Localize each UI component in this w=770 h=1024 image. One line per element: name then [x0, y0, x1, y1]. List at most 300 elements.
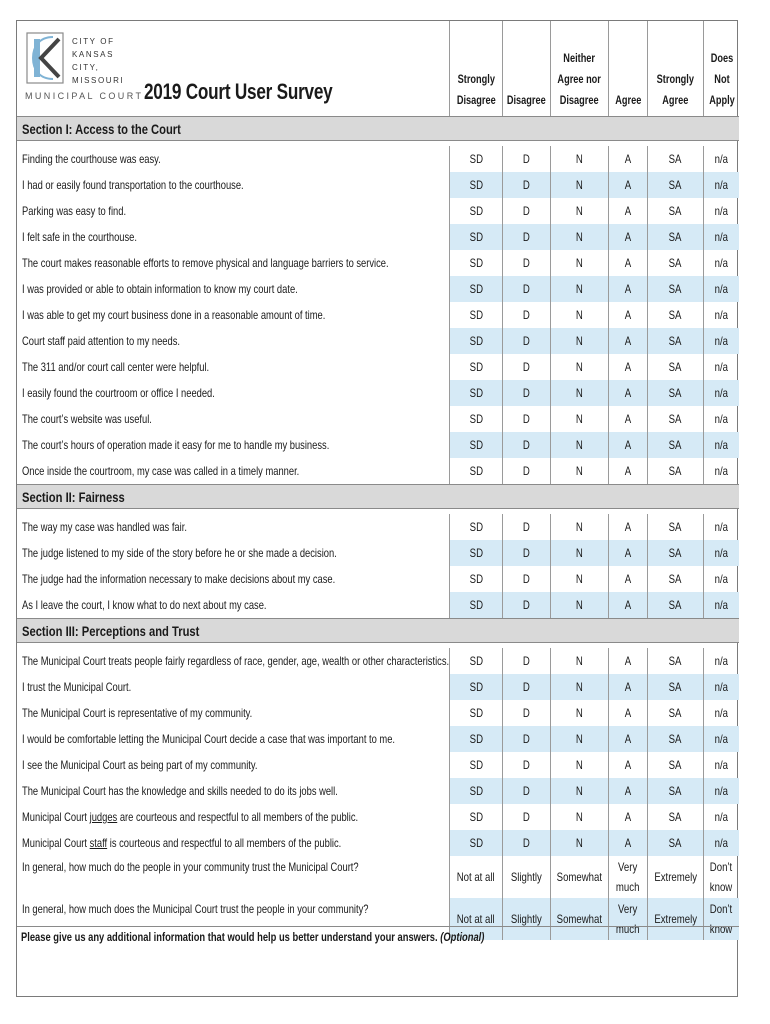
rating-option-agree[interactable] [608, 726, 647, 752]
col-agree: Agree [608, 21, 647, 116]
rating-option-label: SA [669, 282, 682, 296]
question-text: The 311 and/or court call center were helpful. [22, 360, 210, 374]
rating-option-strongly-agree[interactable] [647, 566, 703, 592]
rating-option-agree[interactable] [608, 778, 647, 804]
rating-option-label: D [523, 230, 530, 244]
survey-question-row [17, 648, 739, 674]
rating-option-label: A [624, 438, 632, 452]
rating-option-strongly-disagree[interactable] [449, 354, 502, 380]
rating-option-strongly-disagree[interactable] [449, 700, 502, 726]
rating-option-strongly-agree[interactable] [647, 804, 703, 830]
survey-question-row [17, 700, 739, 726]
rating-options [449, 250, 739, 276]
rating-option-label: SD [469, 204, 483, 218]
rating-option-agree[interactable] [608, 432, 647, 458]
rating-option-label: D [523, 464, 530, 478]
rating-option-label: D [523, 784, 530, 798]
additional-info-text: Please give us any additional information that would help us better understand your answers. [21, 930, 438, 944]
rating-option-does-not-apply[interactable] [703, 898, 739, 940]
rating-option-neither[interactable] [550, 566, 608, 592]
question-text: The court’s hours of operation made it easy for me to handle my business. [22, 438, 330, 452]
rating-option-label: n/a [714, 282, 729, 296]
rating-option-disagree[interactable] [502, 354, 550, 380]
rating-options [449, 514, 739, 540]
rating-option-does-not-apply[interactable] [703, 752, 739, 778]
survey-page [16, 20, 738, 997]
rating-option-label: SD [469, 152, 483, 166]
rating-option-strongly-agree[interactable] [647, 830, 703, 856]
rating-option-label: N [576, 836, 583, 850]
rating-option-label: D [523, 256, 530, 270]
rating-option-strongly-agree[interactable] [647, 250, 703, 276]
rating-option-does-not-apply[interactable] [703, 250, 739, 276]
rating-options [449, 224, 739, 250]
survey-question-row [17, 592, 739, 618]
rating-option-strongly-agree[interactable] [647, 540, 703, 566]
rating-option-neither[interactable] [550, 778, 608, 804]
rating-option-label: SD [469, 464, 483, 478]
rating-option-neither[interactable] [550, 592, 608, 618]
rating-option-strongly-agree[interactable] [647, 224, 703, 250]
rating-option-strongly-agree[interactable] [647, 592, 703, 618]
rating-option-label: A [624, 810, 632, 824]
rating-option-strongly-disagree[interactable] [449, 198, 502, 224]
rating-option-label: SD [469, 598, 483, 612]
survey-question-row [17, 224, 739, 250]
rating-option-disagree[interactable] [502, 648, 550, 674]
rating-option-label: SD [469, 520, 483, 534]
rating-option-label: D [523, 810, 530, 824]
question-text-part: is courteous and respectful to all members of the public. [107, 836, 342, 850]
rating-option-neither[interactable] [550, 830, 608, 856]
rating-options [449, 458, 739, 484]
rating-option-strongly-agree[interactable] [647, 276, 703, 302]
rating-option-label: n/a [714, 784, 729, 798]
rating-option-label: A [624, 598, 632, 612]
rating-option-neither[interactable] [550, 380, 608, 406]
rating-option-label: SA [669, 520, 682, 534]
rating-option-strongly-disagree[interactable] [449, 856, 502, 898]
rating-option-label: D [523, 282, 530, 296]
rating-option-strongly-agree[interactable] [647, 406, 703, 432]
rating-option-strongly-agree[interactable] [647, 752, 703, 778]
rating-option-label: n/a [714, 520, 729, 534]
rating-option-does-not-apply[interactable] [703, 354, 739, 380]
rating-option-strongly-disagree[interactable] [449, 804, 502, 830]
rating-option-strongly-disagree[interactable] [449, 830, 502, 856]
rating-option-disagree[interactable] [502, 592, 550, 618]
rating-option-label: N [576, 464, 583, 478]
survey-question-row [17, 752, 739, 778]
rating-option-strongly-disagree[interactable] [449, 592, 502, 618]
rating-option-label: A [624, 152, 632, 166]
rating-option-label: A [624, 758, 632, 772]
rating-option-strongly-disagree[interactable] [449, 458, 502, 484]
rating-options [449, 830, 739, 856]
rating-option-label: SD [469, 334, 483, 348]
rating-option-label: Don’t know [710, 860, 733, 894]
rating-option-strongly-disagree[interactable] [449, 726, 502, 752]
rating-option-neither[interactable] [550, 432, 608, 458]
survey-question-row [17, 830, 739, 856]
rating-option-agree[interactable] [608, 592, 647, 618]
rating-option-label: N [576, 282, 583, 296]
rating-option-label: SA [669, 438, 682, 452]
rating-option-disagree[interactable] [502, 146, 550, 172]
rating-option-label: n/a [714, 360, 729, 374]
rating-option-neither[interactable] [550, 458, 608, 484]
rating-option-label: SD [469, 178, 483, 192]
rating-option-label: A [624, 360, 632, 374]
additional-info-prompt [21, 930, 484, 944]
rating-option-label: N [576, 412, 583, 426]
court-name: MUNICIPAL COURT [25, 91, 144, 101]
rating-option-does-not-apply[interactable] [703, 514, 739, 540]
question-text: Finding the courthouse was easy. [22, 152, 161, 166]
rating-option-neither[interactable] [550, 804, 608, 830]
rating-option-label: n/a [714, 654, 729, 668]
survey-question-row [17, 328, 739, 354]
rating-option-agree[interactable] [608, 830, 647, 856]
rating-option-label: N [576, 438, 583, 452]
rating-option-strongly-agree[interactable] [647, 198, 703, 224]
rating-option-agree[interactable] [608, 540, 647, 566]
rating-option-agree[interactable] [608, 250, 647, 276]
rating-option-label: SA [669, 334, 682, 348]
rating-option-does-not-apply[interactable] [703, 648, 739, 674]
rating-option-agree[interactable] [608, 302, 647, 328]
rating-option-does-not-apply[interactable] [703, 726, 739, 752]
section-title: Section II: Fairness [22, 489, 125, 505]
rating-option-agree[interactable] [608, 674, 647, 700]
rating-option-neither[interactable] [550, 540, 608, 566]
rating-option-label: SD [469, 758, 483, 772]
rating-option-label: SA [669, 230, 682, 244]
city-line-1: CITY OF [72, 37, 115, 46]
rating-option-label: SD [469, 386, 483, 400]
rating-option-does-not-apply[interactable] [703, 198, 739, 224]
rating-option-disagree[interactable] [502, 674, 550, 700]
rating-option-strongly-disagree[interactable] [449, 172, 502, 198]
rating-option-label: N [576, 784, 583, 798]
rating-options [449, 726, 739, 752]
rating-option-strongly-agree[interactable] [647, 432, 703, 458]
rating-option-agree[interactable] [608, 458, 647, 484]
rating-option-does-not-apply[interactable] [703, 566, 739, 592]
rating-option-strongly-disagree[interactable] [449, 302, 502, 328]
rating-option-strongly-agree[interactable] [647, 146, 703, 172]
rating-option-strongly-agree[interactable] [647, 898, 703, 940]
rating-option-label: A [624, 546, 632, 560]
rating-option-label: N [576, 520, 583, 534]
rating-option-disagree[interactable] [502, 752, 550, 778]
rating-option-neither[interactable] [550, 856, 608, 898]
rating-option-does-not-apply[interactable] [703, 406, 739, 432]
rating-option-disagree[interactable] [502, 406, 550, 432]
rating-option-neither[interactable] [550, 752, 608, 778]
section-title: Section III: Perceptions and Trust [22, 623, 200, 639]
col-strongly-agree: Strongly Agree [647, 21, 703, 116]
rating-option-neither[interactable] [550, 354, 608, 380]
rating-option-strongly-disagree[interactable] [449, 432, 502, 458]
rating-option-strongly-disagree[interactable] [449, 566, 502, 592]
rating-option-label: SD [469, 546, 483, 560]
rating-option-disagree[interactable] [502, 514, 550, 540]
rating-option-label: n/a [714, 178, 729, 192]
rating-option-disagree[interactable] [502, 458, 550, 484]
rating-option-label: N [576, 152, 583, 166]
rating-option-does-not-apply[interactable] [703, 328, 739, 354]
rating-option-label: N [576, 178, 583, 192]
rating-option-strongly-disagree[interactable] [449, 674, 502, 700]
rating-option-label: A [624, 282, 632, 296]
rating-option-neither[interactable] [550, 302, 608, 328]
rating-option-agree[interactable] [608, 380, 647, 406]
question-text: Parking was easy to find. [22, 204, 127, 218]
rating-option-neither[interactable] [550, 198, 608, 224]
question-text: I was provided or able to obtain information to know my court date. [22, 282, 298, 296]
rating-option-strongly-disagree[interactable] [449, 224, 502, 250]
rating-option-label: n/a [714, 152, 729, 166]
rating-option-disagree[interactable] [502, 856, 550, 898]
rating-option-neither[interactable] [550, 276, 608, 302]
rating-option-agree[interactable] [608, 172, 647, 198]
survey-question-row [17, 726, 739, 752]
rating-option-label: SA [669, 572, 682, 586]
rating-option-agree[interactable] [608, 276, 647, 302]
rating-option-does-not-apply[interactable] [703, 856, 739, 898]
rating-options [449, 856, 739, 898]
rating-option-label: N [576, 360, 583, 374]
rating-option-neither[interactable] [550, 250, 608, 276]
rating-option-disagree[interactable] [502, 328, 550, 354]
rating-option-strongly-disagree[interactable] [449, 778, 502, 804]
rating-option-disagree[interactable] [502, 276, 550, 302]
rating-option-strongly-disagree[interactable] [449, 328, 502, 354]
rating-option-label: SD [469, 230, 483, 244]
rating-option-label: SA [669, 836, 682, 850]
rating-option-strongly-agree[interactable] [647, 514, 703, 540]
rating-option-neither[interactable] [550, 898, 608, 940]
rating-option-label: SD [469, 810, 483, 824]
question-text-part: Municipal Court [22, 836, 90, 850]
rating-option-agree[interactable] [608, 856, 647, 898]
rating-option-neither[interactable] [550, 648, 608, 674]
rating-option-disagree[interactable] [502, 172, 550, 198]
rating-options [449, 198, 739, 224]
rating-options [449, 674, 739, 700]
rating-option-agree[interactable] [608, 804, 647, 830]
question-text: I had or easily found transportation to the courthouse. [22, 178, 244, 192]
rating-option-label: Extremely [654, 912, 697, 926]
rating-option-strongly-agree[interactable] [647, 726, 703, 752]
question-text: The Municipal Court is representative of my community. [22, 706, 253, 720]
question-text: The judge listened to my side of the story before he or she made a decision. [22, 546, 337, 560]
rating-option-label: SA [669, 412, 682, 426]
rating-option-label: A [624, 654, 632, 668]
rating-options [449, 540, 739, 566]
rating-option-does-not-apply[interactable] [703, 458, 739, 484]
rating-option-disagree[interactable] [502, 778, 550, 804]
rating-option-strongly-agree[interactable] [647, 172, 703, 198]
survey-question-row [17, 354, 739, 380]
rating-option-agree[interactable] [608, 198, 647, 224]
rating-option-does-not-apply[interactable] [703, 432, 739, 458]
rating-option-disagree[interactable] [502, 198, 550, 224]
rating-option-does-not-apply[interactable] [703, 146, 739, 172]
rating-option-label: SA [669, 706, 682, 720]
rating-option-disagree[interactable] [502, 726, 550, 752]
rating-option-agree[interactable] [608, 328, 647, 354]
rating-option-label: SD [469, 308, 483, 322]
rating-option-neither[interactable] [550, 224, 608, 250]
rating-option-strongly-disagree[interactable] [449, 752, 502, 778]
rating-option-strongly-disagree[interactable] [449, 276, 502, 302]
rating-option-strongly-disagree[interactable] [449, 250, 502, 276]
rating-options [449, 380, 739, 406]
rating-option-strongly-disagree[interactable] [449, 406, 502, 432]
rating-option-label: SA [669, 360, 682, 374]
rating-option-neither[interactable] [550, 514, 608, 540]
rating-option-does-not-apply[interactable] [703, 380, 739, 406]
rating-option-label: D [523, 334, 530, 348]
rating-option-disagree[interactable] [502, 566, 550, 592]
rating-option-neither[interactable] [550, 328, 608, 354]
rating-option-label: N [576, 758, 583, 772]
survey-question-row [17, 432, 739, 458]
rating-option-disagree[interactable] [502, 302, 550, 328]
rating-option-strongly-agree[interactable] [647, 328, 703, 354]
rating-options [449, 648, 739, 674]
question-text-emphasis: staff [89, 836, 108, 850]
rating-option-label: A [624, 572, 632, 586]
rating-option-neither[interactable] [550, 146, 608, 172]
rating-option-label: SA [669, 178, 682, 192]
rating-option-label: SD [469, 572, 483, 586]
rating-option-agree[interactable] [608, 898, 647, 940]
rating-option-disagree[interactable] [502, 898, 550, 940]
rating-option-neither[interactable] [550, 172, 608, 198]
rating-option-label: A [624, 178, 632, 192]
rating-option-strongly-disagree[interactable] [449, 514, 502, 540]
rating-option-strongly-disagree[interactable] [449, 380, 502, 406]
rating-option-strongly-disagree[interactable] [449, 540, 502, 566]
rating-option-disagree[interactable] [502, 224, 550, 250]
rating-option-strongly-disagree[interactable] [449, 648, 502, 674]
rating-option-neither[interactable] [550, 726, 608, 752]
rating-option-does-not-apply[interactable] [703, 302, 739, 328]
rating-option-does-not-apply[interactable] [703, 700, 739, 726]
rating-option-label: N [576, 308, 583, 322]
rating-option-agree[interactable] [608, 354, 647, 380]
section-heading [17, 484, 739, 509]
rating-option-does-not-apply[interactable] [703, 830, 739, 856]
city-name-lines [72, 35, 125, 87]
rating-option-strongly-agree[interactable] [647, 354, 703, 380]
question-text: In general, how much does the Municipal Court trust the people in your community? [22, 902, 369, 916]
rating-option-does-not-apply[interactable] [703, 172, 739, 198]
rating-option-strongly-agree[interactable] [647, 380, 703, 406]
rating-option-strongly-agree[interactable] [647, 778, 703, 804]
rating-option-strongly-agree[interactable] [647, 700, 703, 726]
rating-option-strongly-agree[interactable] [647, 856, 703, 898]
rating-option-neither[interactable] [550, 406, 608, 432]
rating-option-does-not-apply[interactable] [703, 674, 739, 700]
rating-option-label: SA [669, 810, 682, 824]
question-text: The way my case was handled was fair. [22, 520, 187, 534]
rating-option-disagree[interactable] [502, 700, 550, 726]
rating-option-does-not-apply[interactable] [703, 804, 739, 830]
rating-option-strongly-agree[interactable] [647, 458, 703, 484]
rating-option-label: N [576, 334, 583, 348]
rating-option-label: SA [669, 654, 682, 668]
rating-option-agree[interactable] [608, 146, 647, 172]
rating-option-label: N [576, 654, 583, 668]
rating-option-agree[interactable] [608, 224, 647, 250]
rating-option-agree[interactable] [608, 406, 647, 432]
rating-option-disagree[interactable] [502, 380, 550, 406]
rating-option-does-not-apply[interactable] [703, 224, 739, 250]
rating-option-strongly-agree[interactable] [647, 302, 703, 328]
rating-option-disagree[interactable] [502, 804, 550, 830]
rating-option-disagree[interactable] [502, 540, 550, 566]
rating-option-disagree[interactable] [502, 432, 550, 458]
rating-option-strongly-agree[interactable] [647, 648, 703, 674]
rating-option-label: SA [669, 758, 682, 772]
rating-option-agree[interactable] [608, 648, 647, 674]
rating-option-label: SD [469, 360, 483, 374]
question-text: Once inside the courtroom, my case was called in a timely manner. [22, 464, 300, 478]
rating-option-disagree[interactable] [502, 250, 550, 276]
rating-option-does-not-apply[interactable] [703, 592, 739, 618]
rating-option-label: N [576, 256, 583, 270]
rating-option-strongly-disagree[interactable] [449, 146, 502, 172]
rating-option-label: A [624, 230, 632, 244]
rating-option-label: A [624, 256, 632, 270]
rating-option-does-not-apply[interactable] [703, 540, 739, 566]
rating-option-label: D [523, 758, 530, 772]
rating-option-label: SD [469, 732, 483, 746]
rating-option-neither[interactable] [550, 674, 608, 700]
rating-option-agree[interactable] [608, 700, 647, 726]
city-line-2: KANSAS CITY, [72, 50, 115, 72]
survey-question-row [17, 172, 739, 198]
rating-options [449, 276, 739, 302]
rating-option-label: n/a [714, 810, 729, 824]
rating-option-agree[interactable] [608, 566, 647, 592]
rating-option-label: SA [669, 256, 682, 270]
question-text: The judge had the information necessary to make decisions about my case. [22, 572, 336, 586]
rating-option-agree[interactable] [608, 514, 647, 540]
survey-question-row [17, 540, 739, 566]
rating-options [449, 328, 739, 354]
rating-option-label: D [523, 308, 530, 322]
rating-option-does-not-apply[interactable] [703, 276, 739, 302]
rating-option-label: A [624, 784, 632, 798]
rating-option-label: SD [469, 680, 483, 694]
rating-option-does-not-apply[interactable] [703, 778, 739, 804]
rating-option-label: A [624, 386, 632, 400]
rating-option-strongly-agree[interactable] [647, 674, 703, 700]
rating-option-label: n/a [714, 464, 729, 478]
rating-option-neither[interactable] [550, 700, 608, 726]
rating-options [449, 592, 739, 618]
rating-option-label: Very much [616, 860, 640, 894]
question-text-emphasis: judges [89, 810, 118, 824]
col-neither: Neither Agree nor Disagree [550, 21, 608, 116]
rating-option-disagree[interactable] [502, 830, 550, 856]
rating-option-agree[interactable] [608, 752, 647, 778]
